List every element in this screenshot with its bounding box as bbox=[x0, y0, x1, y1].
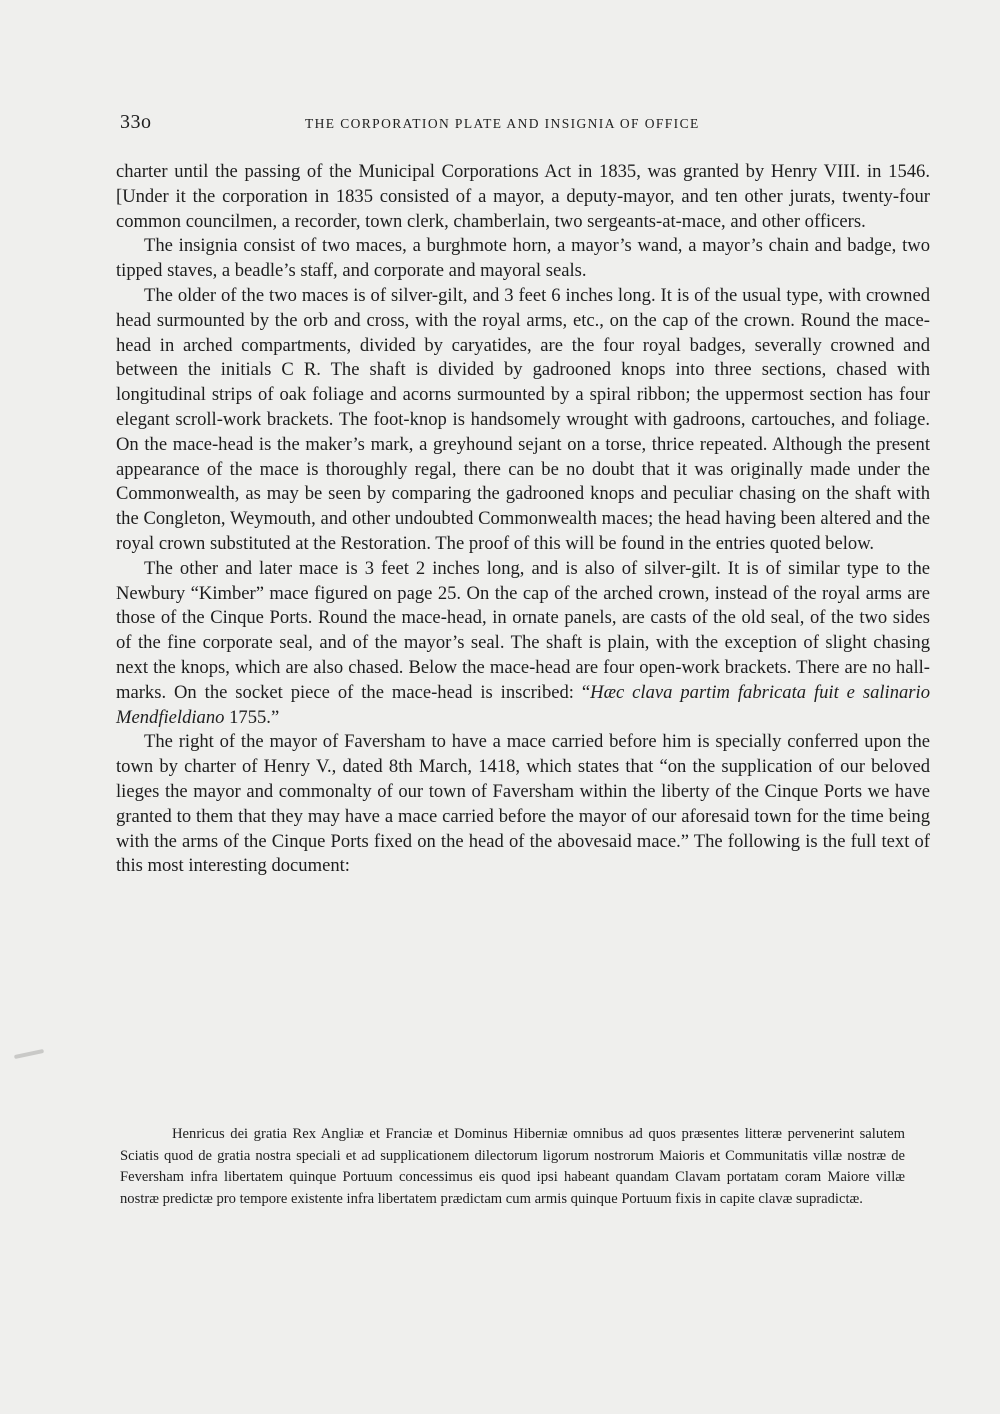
paragraph-right-of-mayor: The right of the mayor of Faversham to have a mace carried before him is specially conferred upon the town by charter of Henry V., dated 8th March, 1418, which states that “on the supplication of our beloved lieges the mayor and commonalty of our town of Faversham within the liberty of the Cinque Ports we have granted to them that they may have a mace carried before the mayor of our aforesaid town for the time being with the arms of the Cinque Ports fixed on the head of the abovesaid mace.” The following is the full text of this most interesting document: bbox=[116, 731, 930, 877]
page-header bbox=[120, 111, 920, 141]
paragraph-charter: charter until the passing of the Municipal Corporations Act in 1835, was granted by Henry VIII. in 1546. [Under it the corporation in 1835 consisted of a mayor, a deputy-mayor, and ten other jurats, twenty-four common councilmen, a recorder, town clerk, chamberlain, two sergeants-at-mace, and other officers. bbox=[116, 161, 930, 232]
paragraph-insignia: The insignia consist of two maces, a burghmote horn, a mayor’s wand, a mayor’s chain and badge, two tipped staves, a beadle’s staff, and corporate and mayoral seals. bbox=[116, 235, 930, 282]
paragraph-later-mace bbox=[116, 557, 930, 731]
latin-quotation bbox=[120, 1124, 905, 1210]
main-text bbox=[116, 160, 930, 879]
later-mace-text: The other and later mace is 3 feet 2 inches long, and is also of silver-gilt. It is of similar type to the Newbury “Kimber” mace figured on page 25. On the cap of the arched crown, instead of the royal arms are those of the Cinque Ports. Round the mace-head, in ornate panels, are casts of the old seal, of the two sides of the fine corporate seal, and of the mayor’s seal. The shaft is plain, with the exception of slight chasing next the knops, which are also chased. Below the mace-head are four open-work brackets. There are no hall-marks. On the socket piece of the mace-head is inscribed: “ bbox=[116, 557, 930, 703]
margin-mark bbox=[14, 1049, 44, 1059]
inscription-italic: Hæc clava partim fabricata fuit e salinario Mendfieldiano bbox=[116, 681, 930, 728]
page-number: 33o bbox=[120, 111, 152, 133]
running-title: THE CORPORATION PLATE AND INSIGNIA OF OFFICE bbox=[305, 116, 700, 131]
latin-charter-text: Henricus dei gratia Rex Angliæ et Franciæ et Dominus Hiberniæ omnibus ad quos præsentes litteræ pervenerint salutem Sciatis quod de gratia nostra speciali et ad supplicationem dilectorum ligorum nostrorum Maioris et Communitatis villæ nostræ de Feversham infra libertatem quinque Portuum concessimus eis quod ipsi habeant quandam Clavam portatam coram Maiore villæ nostræ predictæ pro tempore existente infra libertatem prædictam cum armis quinque Portuum fixis in capite clavæ supradictæ. bbox=[120, 1126, 905, 1207]
paragraph-older-mace: The older of the two maces is of silver-gilt, and 3 feet 6 inches long. It is of the usual type, with crowned head surmounted by the orb and cross, with the royal arms, etc., on the cap of the crown. Round the mace-head in arched compartments, divided by caryatides, are the four royal badges, severally crowned and between the initials C R. The shaft is divided by gadrooned knops into three sections, chased with longitudinal strips of oak foliage and acorns surmounted by a spiral ribbon; the uppermost section has four elegant scroll-work brackets. The foot-knop is handsomely wrought with gadroons, cartouches, and foliage. On the mace-head is the maker’s mark, a greyhound sejant on a torse, thrice repeated. Although the present appearance of the mace is thoroughly regal, there can be no doubt that it was originally made under the Commonwealth, as may be seen by comparing the gadrooned knops and peculiar chasing on the shaft with the Congleton, Weymouth, and other undoubted Commonwealth maces; the head having been altered and the royal crown substituted at the Restoration. The proof of this will be found in the entries quoted below. bbox=[116, 284, 930, 554]
inscription-date: 1755.” bbox=[224, 706, 280, 728]
